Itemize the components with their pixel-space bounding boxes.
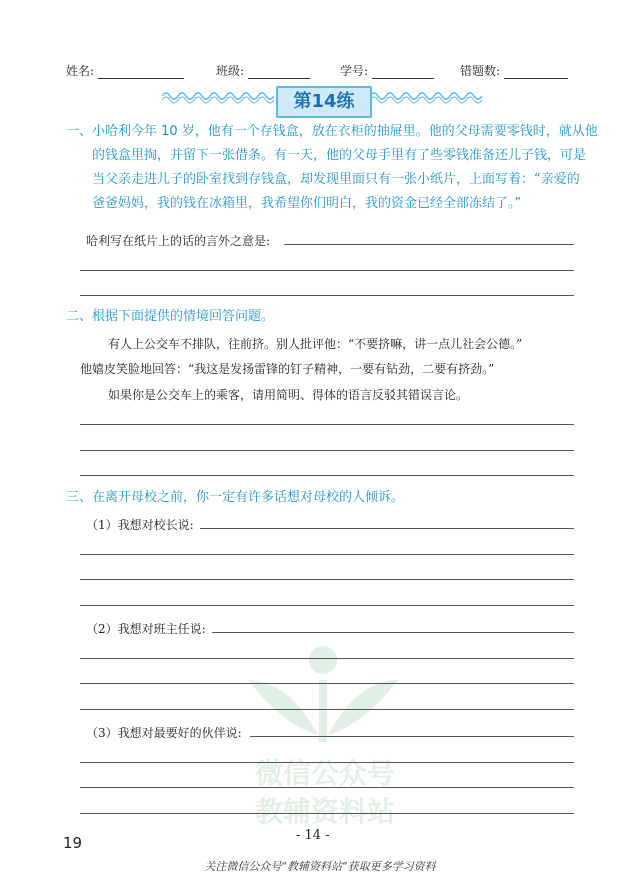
corner-page-number: 19 bbox=[63, 834, 83, 852]
wave-decoration-left bbox=[162, 86, 274, 106]
q2-heading: 二、根据下面提供的情境回答问题。 bbox=[66, 309, 275, 324]
class-label: 班级: bbox=[216, 64, 245, 78]
q1-answer-line-1[interactable] bbox=[284, 244, 574, 245]
q1-answer-line-3[interactable] bbox=[80, 295, 574, 296]
errors-label: 错题数: bbox=[460, 64, 501, 78]
student-id-blank[interactable] bbox=[372, 64, 434, 79]
exercise-title: 第14练 bbox=[276, 86, 372, 118]
watermark-line-1: 微信公众号 bbox=[254, 757, 395, 790]
q3-item-2-line-1[interactable] bbox=[212, 632, 574, 633]
q2-answer-line-1[interactable] bbox=[80, 424, 574, 425]
wave-decoration-right bbox=[370, 86, 482, 106]
student-id-field[interactable] bbox=[340, 62, 434, 79]
q3-item-1-line-4[interactable] bbox=[80, 605, 574, 606]
question-1 bbox=[66, 120, 596, 216]
class-field[interactable] bbox=[216, 62, 310, 79]
q1-line-3: 当父亲走进儿子的卧室找到存钱盒，却发现里面只有一张小纸片，上面写着：“亲爱的 bbox=[92, 172, 580, 187]
q1-line-1: 一、小哈利今年 10 岁，他有一个存钱盒，放在衣柜的抽屉里。他的父母需要零钱时，就从他 bbox=[66, 124, 598, 139]
q1-line-2: 的钱盒里掏，并留下一张借条。有一天，他的父母手里有了些零钱准备还儿子钱，可是 bbox=[92, 148, 587, 163]
page-number: - 14 - bbox=[296, 828, 330, 843]
q3-item-1-line-1[interactable] bbox=[200, 528, 574, 529]
q1-prompt: 哈利写在纸片上的话的言外之意是: bbox=[86, 234, 271, 248]
q1-line-4: 爸爸妈妈，我的钱在冰箱里，我希望你们明白，我的资金已经全部冻结了。” bbox=[92, 196, 522, 211]
q2-line-2: 他嬉皮笑脸地回答：“我这是发扬雷锋的钉子精神，一要有钻劲，二要有挤劲。” bbox=[80, 362, 495, 376]
q2-line-3: 如果你是公交车上的乘客，请用简明、得体的语言反驳其错误言论。 bbox=[108, 388, 469, 402]
name-label: 姓名: bbox=[66, 64, 95, 78]
errors-field[interactable] bbox=[460, 62, 568, 79]
q3-item-2-label: （2）我想对班主任说: bbox=[86, 622, 206, 636]
errors-blank[interactable] bbox=[504, 64, 568, 79]
watermark-line-2: 教辅资料站 bbox=[254, 795, 395, 828]
q3-item-1-label: （1）我想对校长说: bbox=[86, 518, 194, 532]
q3-heading: 三、在离开母校之前，你一定有许多话想对母校的人倾诉。 bbox=[66, 490, 405, 505]
class-blank[interactable] bbox=[248, 64, 310, 79]
q2-line-1: 有人上公交车不排队，往前挤。别人批评他：“不要挤嘛，讲一点儿社会公德。” bbox=[108, 337, 523, 351]
q3-item-1-line-3[interactable] bbox=[80, 579, 574, 580]
q2-answer-line-3[interactable] bbox=[80, 475, 574, 476]
student-id-label: 学号: bbox=[340, 64, 369, 78]
q3-item-3-label: （3）我想对最要好的伙伴说: bbox=[86, 726, 242, 740]
name-field[interactable] bbox=[66, 62, 184, 79]
sprout-icon bbox=[228, 640, 418, 750]
q2-answer-line-2[interactable] bbox=[80, 450, 574, 451]
watermark-logo bbox=[228, 640, 418, 840]
q1-answer-line-2[interactable] bbox=[80, 270, 574, 271]
q3-item-1-line-2[interactable] bbox=[80, 554, 574, 555]
student-info-row bbox=[60, 62, 580, 82]
footer-note: 关注微信公众号“教辅资料站”获取更多学习资料 bbox=[204, 860, 436, 873]
name-blank[interactable] bbox=[98, 64, 184, 79]
